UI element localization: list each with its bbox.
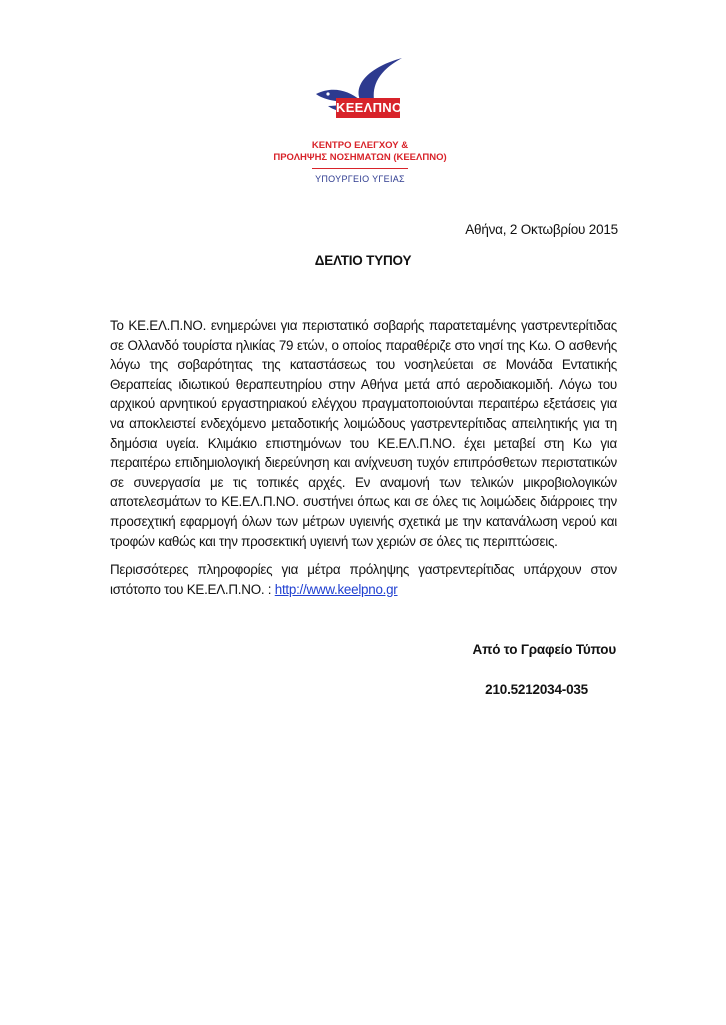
body-text xyxy=(110,316,617,551)
paragraph-2-text: Περισσότερες πληροφορίες για μέτρα πρόληψης γαστρεντερίτιδας υπάρχουν στον ιστότοπο του ΚΕ.ΕΛ.Π.ΝΟ. : xyxy=(110,562,617,597)
logo-subtitle-line1: ΚΕΝΤΡΟ ΕΛΕΓΧΟΥ & xyxy=(311,140,409,151)
dateline: Αθήνα, 2 Οκτωβρίου 2015 xyxy=(465,222,618,237)
logo-subtitle-line2: ΠΡΟΛΗΨΗΣ ΝΟΣΗΜΑΤΩΝ (ΚΕΕΛΠΝΟ) xyxy=(273,152,447,163)
website-link[interactable]: http://www.keelpno.gr xyxy=(274,581,398,597)
organization-logo xyxy=(264,56,456,186)
signature-from: Από το Γραφείο Τύπου xyxy=(472,642,616,657)
paragraph-2 xyxy=(110,560,617,599)
logo-ministry: ΥΠΟΥΡΓΕΙΟ ΥΓΕΙΑΣ xyxy=(315,174,405,184)
paragraph-1: Το ΚΕ.ΕΛ.Π.ΝΟ. ενημερώνει για περιστατικό σοβαρής παρατεταμένης γαστρεντερίτιδας σε Ολλανδό τουρίστα ηλικίας 79 ετών, ο οποίος παραθέριζε στο νησί της Κω. Ο ασθενής λόγω της σοβαρότητας της καταστάσεως του νοσηλεύεται σε Μονάδα Εντατικής Θεραπείας ιδιωτικού θεραπευτηρίου στην Αθήνα μετά από αεροδιακομιδή. Λόγω του αρχικού αρνητικού εργαστηριακού ελέγχου πραγματοποιούνται περαιτέρω εξετάσεις για να αποκλειστεί ενδεχόμενο μεταδοτικής λοιμώδους γαστρεντερίτιδας απειλητικής για τη δημόσια υγεία. Κλιμάκιο επιστημόνων του ΚΕ.ΕΛ.Π.ΝΟ. έχει μεταβεί στη Κω για περαιτέρω επιδημιολογική διερεύνηση και ανίχνευση τυχόν επιπρόσθετων περιστατικών σε συνεργασία με τις τοπικές αρχές. Εν αναμονή των τελικών μικροβιολογικών αποτελεσμάτων το ΚΕ.ΕΛ.Π.ΝΟ. συστήνει όπως και σε όλες τις λοιμώδεις διάρροιες την προσεχτική εφαρμογή όλων των μέτρων υγιεινής σχετικά με την κατανάλωση νερού και τροφών καθώς και την προσεκτική υγιεινή των χεριών σε όλες τις περιπτώσεις. xyxy=(110,318,617,549)
document-title: ΔΕΛΤΙΟ ΤΥΠΟΥ xyxy=(314,253,412,268)
signature-phone: 210.5212034-035 xyxy=(485,682,588,697)
logo-divider xyxy=(312,168,408,169)
logo-wordmark: ΚΕΕΛΠΝΟ xyxy=(336,98,400,118)
